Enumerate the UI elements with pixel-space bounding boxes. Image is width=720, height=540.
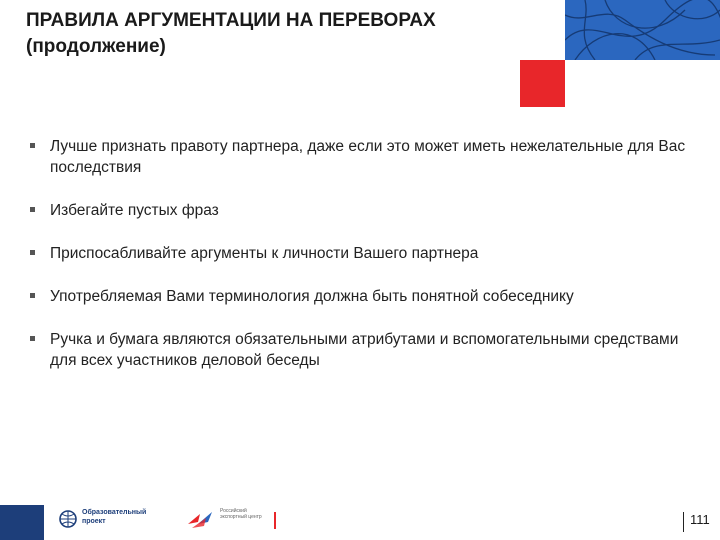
- bullet-list: [30, 136, 700, 371]
- list-item: Ручка и бумага являются обязательными атрибутами и вспомогательными средствами для всех участников деловой беседы: [30, 329, 700, 371]
- globe-icon: [58, 509, 78, 529]
- list-item: Избегайте пустых фраз: [30, 200, 700, 221]
- page-number: 111: [690, 512, 710, 527]
- decorative-lines-icon: [565, 0, 720, 60]
- list-item: Употребляемая Вами терминология должна быть понятной собеседнику: [30, 286, 700, 307]
- footer-blue-block: [0, 505, 44, 540]
- slide-title-line-2: (продолжение): [26, 36, 166, 57]
- list-item: Приспосабливайте аргументы к личности Вашего партнера: [30, 243, 700, 264]
- export-center-logo-text: Российский экспортный центр: [220, 508, 262, 520]
- slide-title: [26, 8, 526, 60]
- education-project-logo-text: Образовательный проект: [82, 509, 147, 525]
- slide-title-line-1: ПРАВИЛА АРГУМЕНТАЦИИ НА ПЕРЕВОРАХ: [26, 10, 436, 31]
- decorative-blue-corner: [565, 0, 720, 60]
- page-number-divider: [683, 512, 684, 532]
- footer-red-divider: [274, 512, 276, 529]
- export-center-logo: [186, 505, 276, 535]
- list-item: Лучше признать правоту партнера, даже если это может иметь нежелательные для Вас последствия: [30, 136, 700, 178]
- export-arrows-icon: [186, 508, 216, 530]
- decorative-red-square: [520, 60, 565, 107]
- education-project-logo: [58, 505, 168, 535]
